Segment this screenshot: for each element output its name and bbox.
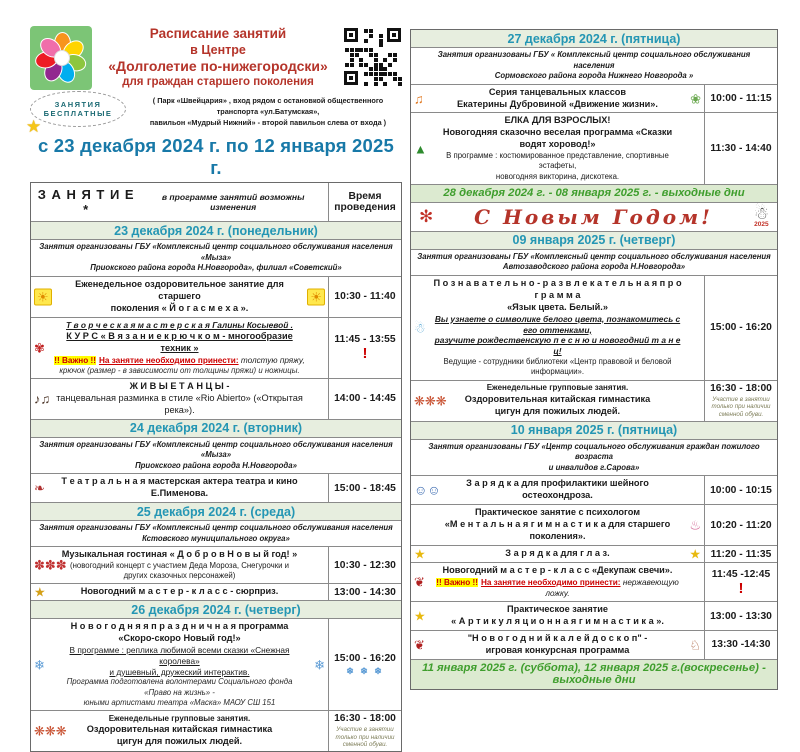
qr-module: [379, 77, 383, 81]
yarn-ball-icon: ✾: [34, 340, 45, 356]
time-cell: [704, 85, 777, 113]
star-smiley-icon: ★: [414, 608, 426, 624]
organizer-line: Занятия организованы ГБУ «Центр социального обслуживания граждан пожилого возраста: [428, 441, 760, 462]
qr-module: [359, 63, 363, 67]
time-cell: [328, 379, 401, 419]
organizer-row: [411, 249, 777, 275]
qr-module: [379, 34, 383, 38]
address-line-1: ( Парк «Швейцария» , вход рядом с остановкой общественного транспорта «ул.Батумская»,: [152, 96, 384, 117]
right-column: [410, 26, 778, 690]
time-value: 16:30 - 18:00: [334, 712, 396, 724]
qr-module: [369, 48, 373, 52]
qr-module: [393, 77, 397, 81]
qr-module: [364, 72, 368, 76]
important-note-line: [433, 577, 682, 599]
activity-row: [411, 84, 777, 113]
christmas-tree-icon: ▲: [414, 141, 427, 157]
organizer-line: Приокского района города Н.Новгорода», филиал «Советский»: [90, 263, 342, 273]
qr-module: [374, 58, 378, 62]
sun-icon: ☀: [307, 288, 325, 305]
activity-row: [411, 601, 777, 630]
star-smiley-icon: ★: [26, 117, 42, 137]
activity-cell: [411, 113, 704, 183]
dancing-couple-icon: ♫: [414, 91, 424, 106]
time-cell: [704, 563, 777, 601]
right-schedule-table: [410, 29, 778, 690]
qr-module: [379, 72, 383, 76]
time-cell: [704, 276, 777, 380]
qr-module: [383, 67, 387, 71]
activity-cell: [411, 85, 704, 113]
activity-cell: [31, 619, 328, 710]
weekend-row: 11 января 2025 г. (суббота), 12 января 2025 г.(воскресенье) - выходные дни: [411, 659, 777, 689]
time-cell: [328, 547, 401, 583]
time-cell: [704, 505, 777, 545]
title-line-3: «Долголетие по-нижегородски»: [108, 57, 328, 74]
activity-text-line: "Н о в о г о д н и й к а л е й д о с к о п" -: [467, 633, 648, 644]
qr-module: [393, 72, 397, 76]
time-header-label: Время проведения: [334, 191, 396, 214]
qr-module: [383, 58, 387, 62]
activity-text-line: Еженедельные групповые занятия.: [486, 383, 629, 393]
time-value: 15:00 - 16:20: [710, 322, 772, 334]
time-value: 13:30 -14:30: [711, 639, 771, 651]
activity-row: [31, 473, 401, 502]
qr-module: [355, 48, 359, 52]
time-cell: [704, 602, 777, 630]
qr-module: [359, 48, 363, 52]
sun-icon: ☀: [34, 288, 52, 305]
time-value: 11:45 - 13:55: [334, 334, 396, 346]
activity-text-line: (новогодний концерт с участием Деда Мороза, Снегурочки и: [69, 561, 290, 571]
qr-module: [369, 53, 373, 57]
activity-text-line: Новогодний м а с т е р - к л а с с «Декупаж свечи».: [442, 565, 673, 576]
organizer-line: Приокского района города Н.Новгорода»: [135, 460, 297, 470]
activity-row: [31, 618, 401, 710]
activity-row: [31, 317, 401, 378]
qr-module: [379, 63, 383, 67]
activity-row: [411, 475, 777, 504]
activity-row: [411, 630, 777, 659]
activity-text-line: Екатерины Дубровиной «Движение жизни».: [457, 98, 658, 109]
time-cell: [704, 476, 777, 504]
qr-module: [350, 53, 354, 57]
day-header-row: 10 января 2025 г. (пятница): [411, 421, 777, 439]
organizer-line: и инвалидов г.Сарова»: [548, 462, 640, 472]
activity-row: [411, 380, 777, 421]
activity-text-line: Программа подготовлена волонтерами Социального фонда «Право на жизнь» -: [66, 677, 293, 697]
flower-center: [54, 50, 70, 66]
activity-text-line: Оздоровительная китайская гимнастика: [464, 393, 651, 404]
time-column-title: [328, 183, 401, 221]
qr-module: [369, 34, 373, 38]
qr-module: [350, 63, 354, 67]
time-value: 11:20 - 11:35: [710, 548, 772, 560]
free-classes-badge: [30, 91, 126, 127]
time-value: 15:00 - 16:20: [334, 652, 396, 664]
time-value: 10:30 - 12:30: [334, 559, 396, 571]
time-cell: [328, 318, 401, 378]
address-row: [26, 91, 402, 137]
activity-row: [411, 562, 777, 601]
qr-module: [398, 82, 402, 86]
qr-module: [383, 82, 387, 86]
organizer-row: [31, 437, 401, 474]
qr-module: [379, 43, 383, 47]
time-value: 10:00 - 11:15: [710, 93, 772, 104]
time-cell: [328, 584, 401, 600]
activity-cell: [31, 379, 328, 419]
left-schedule-table: [30, 182, 402, 752]
qr-module: [364, 29, 368, 33]
bring-items-label: На занятие необходимо принести:: [98, 355, 239, 365]
organizer-line: Занятия организованы ГБУ «Комплексный центр социального обслуживания населения «Мыза»: [39, 439, 393, 460]
qr-module: [364, 82, 368, 86]
organizer-row: [31, 520, 401, 546]
activity-text-line: Вы узнаете о символике белого цвета, познакомитесь с его оттенками,: [434, 313, 681, 335]
activity-text-line: ЕЛКА ДЛЯ ВЗРОСЛЫХ!: [504, 115, 611, 126]
important-note-line: [53, 355, 306, 366]
activity-row: [411, 112, 777, 183]
activity-row: [31, 583, 401, 600]
qr-module: [374, 72, 378, 76]
address-text: [134, 96, 402, 128]
activity-cell: [411, 476, 704, 504]
activity-text-line: Серия танцевальных классов: [488, 86, 627, 97]
qr-module: [383, 72, 387, 76]
time-note: Участие в занятии только при наличии сменной обуви.: [711, 395, 771, 419]
organizer-row: [31, 239, 401, 276]
activity-cell: [31, 474, 328, 502]
exercising-kids-icon: ☺☺: [414, 482, 441, 498]
snowman-year-label: 2025: [754, 220, 769, 228]
qr-module: [364, 39, 368, 43]
activity-text-line: « А р т и к у л я ц и о н н а я г и м н а с т и к а ».: [451, 616, 664, 627]
activity-text-line: цигун для пожилых людей.: [116, 736, 243, 747]
garland-icon: ✽✽✽: [34, 557, 67, 573]
activity-cell: [411, 381, 704, 421]
dancing-figures-icon: ♪♫: [34, 391, 51, 407]
qr-code: [344, 28, 402, 86]
organizer-row: [411, 439, 777, 476]
activity-text-line: других сказочных персонажей): [123, 571, 236, 581]
qr-module: [388, 53, 392, 57]
activity-cell: [411, 546, 704, 562]
title-line-1: Расписание занятий: [149, 26, 287, 41]
qr-module: [359, 58, 363, 62]
santa-hat-icon: ✻: [419, 206, 434, 226]
qr-finder: [344, 71, 358, 85]
candle-icon: ❦: [414, 574, 425, 590]
time-value: 11:30 - 14:40: [710, 143, 772, 155]
time-value: 16:30 - 18:00: [710, 382, 772, 394]
activity-text-line: Музыкальная гостиная « Д о б р о в Н о в ы й год! »: [61, 549, 298, 560]
day-header-row: 27 декабря 2024 г. (пятница): [411, 30, 777, 47]
day-header-row: 25 декабря 2024 г. (среда): [31, 502, 401, 520]
greeting-text: С Новым Годом!: [474, 204, 713, 229]
star-smiley-icon: ★: [689, 546, 701, 562]
day-header-row: 26 декабря 2024 г. (четверг): [31, 600, 401, 618]
activity-row: [31, 710, 401, 751]
santa-sleigh-icon: ♘: [689, 637, 701, 653]
activity-text-line: Ведущие - сотрудники библиотеки «Центр правовой и беловой информации».: [443, 357, 672, 377]
time-value: 13:00 - 14:30: [334, 586, 396, 598]
activity-text-line: разучите рождественскую п е с н ю и новогодний т а н е ц!: [434, 335, 681, 357]
activity-row: [31, 378, 401, 419]
qigong-figures-icon: ❋❋❋: [414, 393, 447, 409]
table-header-row: [31, 183, 401, 221]
activity-text-line: «Язык цвета. Белый.»: [507, 301, 608, 312]
qr-module: [398, 77, 402, 81]
qr-module: [345, 48, 349, 52]
time-cell: [328, 474, 401, 502]
qr-module: [379, 67, 383, 71]
qr-module: [393, 53, 397, 57]
activity-text-line: Т в о р ч е с к а я м а с т е р с к а я Галины Косыевой .: [66, 319, 293, 330]
organizer-line: Кстовского муниципального округа»: [142, 533, 290, 543]
activity-text-line: Еженедельные групповые занятия.: [108, 713, 251, 723]
subtitle: для граждан старшего поколения: [122, 76, 314, 89]
activity-text-line: новогодняя викторина, дискотека.: [495, 171, 620, 181]
day-header-row: 23 декабря 2024 г. (понедельник): [31, 221, 401, 239]
activity-cell: [31, 711, 328, 751]
bring-items-detail: нержавеющую ложку.: [545, 577, 679, 599]
organizer-line: Занятия организованы ГБУ «Комплексный центр социального обслуживания населения: [39, 523, 393, 533]
time-cell: [704, 381, 777, 421]
activity-text-line: «М е н т а л ь н а я г и м н а с т и к а для старшего поколения».: [444, 519, 671, 542]
activity-text-line: З а р я д к а для профилактики шейного остеохондроза.: [466, 478, 649, 501]
activity-text-line: З а р я д к а для г л а з.: [505, 548, 610, 559]
greeting-banner: [411, 202, 777, 231]
activity-cell: [411, 276, 704, 380]
activity-row: [31, 276, 401, 317]
activity-text-line: и душевный, дружеский интерактив.: [109, 666, 250, 677]
candle-icon: ❦: [414, 637, 425, 653]
title-line-2: в Центре: [190, 42, 246, 57]
qr-module: [388, 63, 392, 67]
poster-header: [30, 26, 402, 90]
time-value: 14:00 - 14:45: [334, 393, 396, 405]
qr-module: [345, 63, 349, 67]
activity-cell: [411, 505, 704, 545]
qigong-figures-icon: ❋❋❋: [34, 723, 67, 739]
brain-dumbbell-icon: ♨: [689, 517, 701, 533]
activity-text-line: Еженедельное оздоровительное занятие для старшего: [75, 278, 284, 301]
exclamation-icon: !: [738, 579, 744, 597]
activity-text-line: Новогодний м а с т е р - к л а с с - сюрприз.: [80, 586, 279, 597]
time-value: 15:00 - 18:45: [334, 482, 396, 494]
badge-line-2: БЕСПЛАТНЫЕ: [43, 109, 113, 119]
star-smiley-icon: ★: [414, 546, 426, 562]
date-range: с 23 декабря 2024 г. по 12 января 2025 г.: [37, 135, 395, 179]
snowman-glyph: ☃: [753, 203, 769, 223]
activity-text-line: цигун для пожилых людей.: [494, 405, 621, 416]
qr-module: [379, 39, 383, 43]
qr-module: [355, 53, 359, 57]
qr-module: [374, 53, 378, 57]
activity-cell: [31, 318, 328, 378]
time-value: 10:00 - 10:15: [710, 484, 772, 496]
activity-cell: [31, 547, 328, 583]
activity-cell: [411, 602, 704, 630]
activity-text-line: игровая конкурсная программа: [485, 644, 630, 655]
badge-line-1: ЗАНЯТИЯ: [54, 100, 102, 110]
snowflake-icon: ❄: [314, 657, 325, 673]
qr-module: [388, 72, 392, 76]
theater-actor-icon: ❧: [34, 480, 45, 496]
center-flower-logo: [30, 26, 92, 90]
organizer-line: Автозаводского района города Н.Новгорода»: [502, 262, 686, 272]
qr-module: [374, 63, 378, 67]
activity-row: [411, 275, 777, 380]
bring-items-label: На занятие необходимо принести:: [480, 577, 621, 587]
qr-module: [369, 67, 373, 71]
day-header-row: 09 января 2025 г. (четверг): [411, 231, 777, 249]
activity-text-line: поколения « Й о г а с м е х а ».: [110, 302, 249, 313]
time-value: 11:45 -12:45: [711, 568, 771, 580]
activity-text-line: юными артистами театра «Маска» МАОУ СШ 151: [83, 697, 276, 707]
bell-and-gift-icon: ★: [34, 584, 46, 600]
activity-header-cell: [31, 183, 328, 221]
qr-finder: [387, 28, 401, 42]
weekend-row: 28 декабря 2024 г. - 08 января 2025 г. - выходные дни: [411, 184, 777, 202]
time-value: 13:00 - 13:30: [710, 610, 772, 622]
activity-text-line: Т е а т р а л ь н а я мастерская актера театра и кино Е.Пименова.: [61, 476, 298, 499]
activity-text-line: П о з н а в а т е л ь н о - р а з в л е к а т е л ь н а я п р о г р а м м а: [433, 277, 682, 300]
activity-text-line: «Скоро-скоро Новый год!»: [118, 633, 241, 644]
activity-row: [411, 545, 777, 562]
left-column: [26, 26, 402, 752]
time-cell: [704, 631, 777, 659]
qr-module: [350, 58, 354, 62]
time-value: 10:20 - 11:20: [710, 519, 772, 531]
qr-module: [369, 29, 373, 33]
activity-text-line: Ж И В Ы Е Т А Н Ц Ы -: [129, 380, 230, 391]
title-block: [92, 26, 344, 90]
plant-person-icon: ❀: [690, 91, 701, 106]
activity-cell: [31, 584, 328, 600]
organizer-line: Занятия организованы ГБУ «Комплексный центр социального обслуживания населения «Мыза»: [39, 242, 393, 262]
activity-text-line: Новогодняя сказочно веселая программа «Сказки водят хоровод!»: [442, 127, 673, 150]
qr-module: [364, 63, 368, 67]
activity-text-line: В программе : костюмированное представление, спортивные эстафеты,: [446, 151, 669, 171]
snowflake-icon: ❄: [34, 657, 45, 673]
activity-column-note: в программе занятий возможны изменения: [161, 192, 305, 213]
time-cell: [704, 546, 777, 562]
exclamation-icon: !: [362, 345, 368, 363]
organizer-line: Занятия организованы ГБУ « Комплексный центр социального обслуживания населения: [437, 50, 751, 70]
qr-module: [364, 48, 368, 52]
important-label: !! Важно !!: [436, 577, 478, 587]
activity-text-line: Практическое занятие: [507, 604, 608, 615]
time-cell: [328, 711, 401, 751]
activity-text-line: танцевальная разминка в стиле «Rio Abierto» («Открытая река»).: [56, 392, 303, 415]
day-header-row: 24 декабря 2024 г. (вторник): [31, 419, 401, 437]
activity-column-title: З А Н Я Т И Е *: [37, 187, 135, 218]
bring-items-detail: толстую пряжу,: [238, 355, 305, 365]
organizer-row: [411, 47, 777, 84]
organizer-line: Сормовского района города Нижнего Новгорода »: [494, 71, 694, 81]
activity-row: [411, 504, 777, 545]
time-value: 10:30 - 11:40: [334, 291, 396, 303]
address-line-2: павильон «Мудрый Нижний» - второй павильон слева от входа ): [149, 117, 387, 127]
activity-cell: [31, 277, 328, 317]
qr-module: [374, 77, 378, 81]
qr-finder: [344, 28, 358, 42]
qr-module: [350, 48, 354, 52]
activity-cell: [411, 631, 704, 659]
activity-text-line: Оздоровительная китайская гимнастика: [86, 724, 273, 735]
time-note: Участие в занятии только при наличии сменной обуви.: [335, 725, 395, 749]
activity-text-line: К У Р С « В я з а н и е к р ю ч к о м - многообразие техник »: [66, 330, 293, 353]
snowman-2025-icon: [754, 205, 769, 229]
time-cell: [704, 113, 777, 183]
important-label: !! Важно !!: [54, 355, 96, 365]
activity-text-line: В программе : реплика любимой всеми сказки «Снежная королева»: [69, 645, 290, 666]
activity-cell: [411, 563, 704, 601]
time-cell: [328, 277, 401, 317]
activity-text-line: крючок (размер - в зависимости от толщины пряжи) и ножницы.: [59, 365, 300, 375]
qr-module: [374, 82, 378, 86]
qr-module: [393, 58, 397, 62]
organizer-line: Занятия организованы ГБУ «Комплексный центр социального обслуживания населения: [417, 251, 771, 261]
time-cell: [328, 619, 401, 710]
activity-text-line: Практическое занятие с психологом: [474, 507, 641, 518]
activity-text-line: Н о в о г о д н я я п р а з д н и ч н а я программа: [70, 621, 289, 632]
snow-maiden-icon: ☃: [414, 320, 426, 336]
activity-row: [31, 546, 401, 583]
qr-module: [369, 72, 373, 76]
snowflake-icon: ❄ ❄ ❄: [346, 665, 384, 676]
qr-module: [374, 67, 378, 71]
